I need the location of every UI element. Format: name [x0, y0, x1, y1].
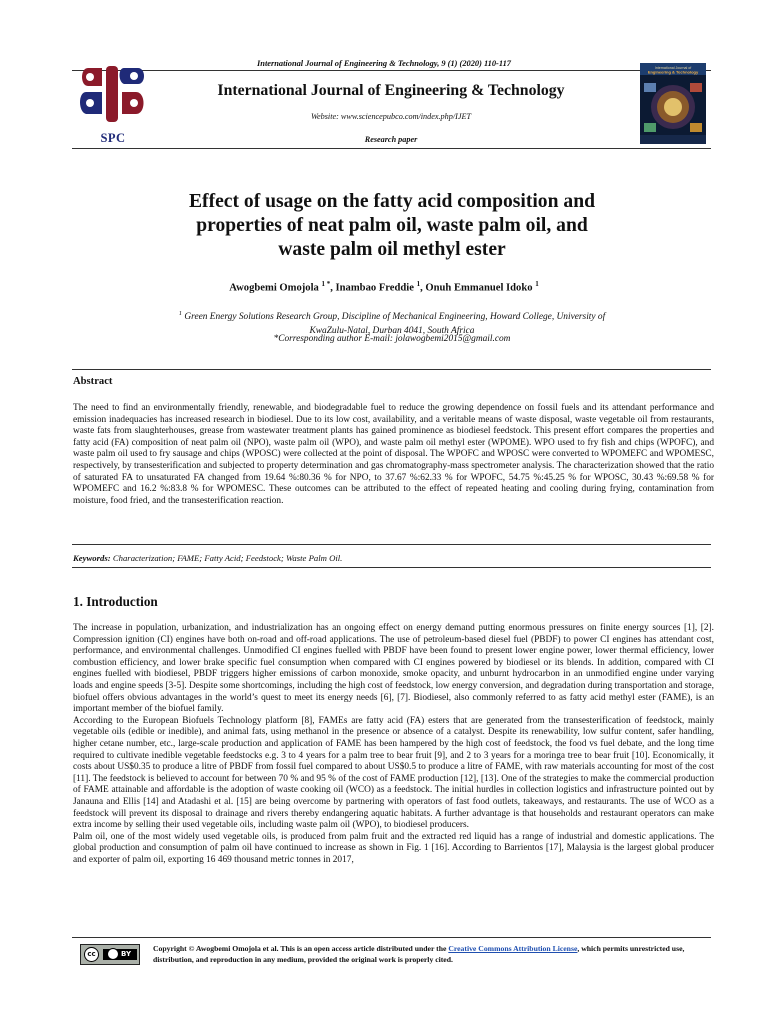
license-link[interactable]: Creative Commons Attribution License [448, 944, 578, 953]
author-name: Awogbemi Omojola [229, 282, 319, 294]
title-line: Effect of usage on the fatty acid composition and [188, 191, 595, 212]
journal-cover-image [640, 63, 706, 144]
header-rule-top [72, 70, 711, 71]
keywords-label: Keywords [73, 553, 108, 563]
copyright-text-post: , which permits unrestricted use, distribution, and reproduction in any medium, provided the original work is properly cited. [153, 944, 685, 964]
abstract-rule-top [72, 369, 711, 370]
keywords-rule [72, 567, 711, 568]
section-heading-introduction: 1. Introduction [73, 594, 158, 609]
journal-title: International Journal of Engineering & Technology [217, 82, 565, 99]
introduction-paragraph: Palm oil, one of the most widely used vegetable oils, is produced from palm fruit and the extracted red liquid has a range of industrial and domestic applications. The global production and consumption of palm oil have continued to increase as shown in Fig. 1 [16]. According to Barrientos [17], Malaysia is the largest global producer and exporter of palm oil, exporting 16 469 thousand metric tonnes in 2017, [73, 831, 714, 865]
abstract-heading: Abstract [73, 376, 113, 387]
author-affiliation-mark: 1 * [321, 280, 331, 288]
keywords-values: Characterization; FAME; Fatty Acid; Feedstock; Waste Palm Oil. [112, 553, 343, 563]
author-affiliation-mark: 1 [416, 280, 421, 288]
affiliation-line: KwaZulu-Natal, Durban 4041, South Africa [309, 325, 475, 336]
copyright-text-pre: Copyright © Awogbemi Omojola et al. This is an open access article distributed under the [153, 944, 449, 953]
abstract-text [73, 403, 714, 507]
article-title [100, 190, 684, 262]
abstract-rule-bottom [72, 544, 711, 545]
title-line: waste palm oil methyl ester [278, 239, 506, 260]
cc-by-label: BY [121, 950, 132, 958]
attribution-person-icon [107, 948, 119, 960]
cover-title-line2: Engineering & Technology [647, 69, 699, 75]
author-affiliation-mark: 1 [535, 280, 539, 288]
cc-license-badge[interactable] [80, 944, 140, 965]
cc-icon: cc [84, 947, 99, 962]
introduction-body [73, 623, 714, 866]
header-rule-bottom [72, 148, 711, 149]
introduction-paragraph: According to the European Biofuels Technology platform [8], FAMEs are fatty acid (FA) esters that are generated from the transesterification of feedstock, mainly vegetable oils (edible or inedible), and animal fats, using methanol in the presence or absence of a catalyst. Despite its renewability, low sulfur content, safer handling, higher cetane number, etc., large-scale production and application of FAME has been hampered by the high cost of feedstock, the food vs fuel debate, and the long time required to cultivate inedible vegetable feedstocks e.g. 3 to 4 years for a palm tree to bear fruit [9], and 2 to 3 years for a moringa tree to bear fruit [10]. Economically, it costs about US$0.35 to produce a litre of PBDF from fossil fuel compared to about US$0.5 to produce a litre of FAME, with raw materials accounting for most of the cost [11]. The feedstock is believed to account for between 70 % and 95 % of the cost of FAME production [12], [13]. One of the strategies to make the commercial production of FAME attainable and affordable is the adoption of waste cooking oil (WCO) as a feedstock. The initial hurdles in collection logistics and infrastructure pointed out by Janauna and Ellis [14] and Atadashi et al. [15] are being overcome by partnering with operators of fast food outlets, takeaways, and restaurants. The use of WCO as a feedstock will prevent its disposal to drainage and rivers thereby endangering aquatic habitats. A further advantage is that households and restaurant operators can make extra income by selling their used vegetable oils, including waste palm oil (WPO), to biodiesel producers. [73, 715, 714, 831]
paper-type: Research paper [364, 135, 418, 144]
author-list: Awogbemi Omojola $^{1 *}$, Inambao Freddie $^1$, Onuh Emmanuel Idoko $^1$ [229, 280, 539, 294]
keywords: Keywords: Characterization; FAME; Fatty Acid; Feedstock; Waste Palm Oil. [73, 553, 343, 563]
publisher-name: SPC [100, 131, 126, 145]
affiliation-mark: 1 [178, 310, 183, 317]
introduction-paragraph: The increase in population, urbanization, and industrialization has an ongoing effect on energy demand putting enormous pressures on finite energy sources [1], [2]. Compression ignition (CI) engines have both on-road and off-road applications. The use of petroleum-based diesel fuel (PBDF) to power CI engines has attendant cost, performance, and environmental challenges. Unmodified CI engines fuelled with PBDF have been found to present lower engine power, lower thermal efficiency, lower combustion efficiency, and lower brake specific fuel consumption when compared with CI engines powered by biodiesel or its blends. In addition, compared with CI engines fuelled with biodiesel, PBDF triggers higher emissions of carbon monoxide, smoke opacity, and unburnt hydrocarbon in an unmodified engine under varying loads and engine speeds [3-5]. Despite some shortcomings, including the high cost of feedstock, low energy conversion, and degradation during transportation and storage, biofuel offers obvious advantages in the world’s quest to meet its energy needs [6], [7]. Biodiesel, also commonly referred to as fatty acid methyl ester (FAME), is an important member of the biofuel family. [73, 623, 714, 715]
journal-website: Website: www.sciencepubco.com/index.php/IJET [310, 112, 472, 121]
journal-reference: International Journal of Engineering & Technology, 9 (1) (2020) 110-117 [257, 59, 511, 68]
author-name: Inambao Freddie [335, 282, 414, 294]
abstract-paragraph: The need to find an environmentally friendly, renewable, and biodegradable fuel to reduce the growing dependence on fossil fuels and its attendant performance and emission inadequacies has increased research in biodiesel. Due to its low cost, availability, and a veritable means of waste disposal, waste vegetable oil from restaurants, waste fats from slaughterhouses, grease from wastewater treatment plants has gained prominence as biodiesel feedstock. This present effort compares the properties and fatty acid (FA) composition of neat palm oil (NPO), waste palm oil (WPO), and waste palm oil methyl ester (WPOME). WPO used to fry fish and chips (WPOFC), and waste palm oil used to fry sausage and chips (WPOSC) were collected at the point of disposal. The WPOFC and WPOSC were converted to WPOMEFC and WPOMESC, respectively, by transesterification and subjected to property determination and gas chromatography-mass spectrometer analysis. The characterization showed that the ratio of saturated FA to unsaturated FA changed from 19.64 %:80.36 % for NPO, to 37.67 %:62.33 % for WPOFC, 54.75 %:45.25 % for WPOSC, 30.43 %:69.58 % for WPOMEFC and 16.2 %:83.8 % for WPOMESC. These outcomes can be attributed to the effect of repeated heating and cooling during frying, contamination from moisture, food fried, and the transesterification reaction. [73, 403, 714, 506]
affiliation-line: Green Energy Solutions Research Group, Discipline of Mechanical Engineering, Howard College, University of [184, 312, 606, 323]
author-name: Onuh Emmanuel Idoko [425, 282, 533, 294]
copyright-notice [153, 943, 713, 965]
cover-title-line1: International Journal of [654, 66, 692, 70]
title-line: properties of neat palm oil, waste palm oil, and [196, 215, 588, 236]
corresponding-author: *Corresponding author E-mail: jolawogbemi2015@gmail.com [273, 334, 511, 344]
footer-rule [72, 937, 711, 938]
